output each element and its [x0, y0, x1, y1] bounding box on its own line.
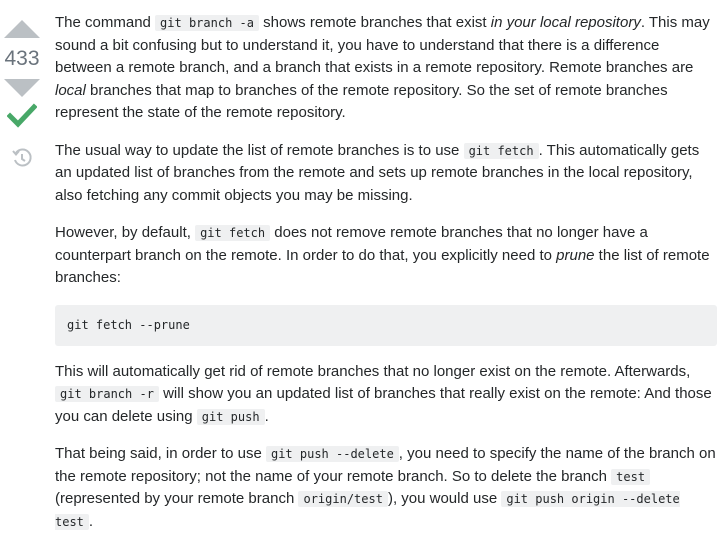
text: (represented by your remote branch: [55, 490, 299, 507]
emphasis: local: [55, 81, 86, 99]
text: This will automatically get rid of remote branches that no longer exist on the remote. Afterwards,: [55, 362, 691, 380]
accepted-check-icon: [7, 103, 37, 129]
text: .: [88, 512, 94, 530]
inline-code: git fetch: [195, 225, 270, 241]
text: ), you would use: [387, 490, 502, 507]
text: .: [264, 407, 269, 425]
emphasis: in your local repository: [490, 14, 641, 31]
inline-code: origin/test: [298, 491, 387, 507]
text: . This may sound a bit confusing but to understand it, you have to understand that there is a difference between a remote branch, and a branch that exists in a remote repository. Remote branches are: [55, 14, 710, 76]
text: That being said, in order to use: [55, 445, 266, 462]
inline-code: git branch -r: [55, 386, 159, 402]
paragraph: [55, 140, 717, 208]
inline-code: git push: [197, 409, 265, 425]
upvote-icon[interactable]: [4, 20, 40, 38]
paragraph: [55, 12, 717, 125]
emphasis: prune: [556, 246, 595, 264]
inline-code: git fetch: [464, 143, 539, 159]
text: The command: [55, 14, 156, 31]
text: , you need to specify the name of the branch on the remote repository; not the name of your remote branch. So to delete the branch: [55, 445, 716, 485]
vote-count: 433: [4, 47, 40, 70]
text: . This automatically gets an updated list of branches from the remote and sets up remote branches in the local repository, also fetching any commit objects you may be missing.: [55, 141, 700, 204]
paragraph: [55, 361, 717, 429]
text: The usual way to update the list of remote branches is to use: [55, 141, 464, 159]
text: shows remote branches that exist: [258, 14, 491, 31]
text: does not remove remote branches that no longer have a counterpart branch on the remote. In order to do that, you explicitly need to: [55, 224, 648, 264]
inline-code: git push origin --delete test: [55, 492, 680, 529]
inline-code: git push --delete: [266, 446, 399, 462]
downvote-icon[interactable]: [4, 79, 40, 97]
text: branches that map to branches of the remote repository. So the set of remote branches represent the state of the remote repository.: [55, 81, 668, 121]
answer-body: [55, 0, 717, 548]
inline-code: git branch -a: [155, 15, 259, 31]
text: will show you an updated list of branches that really exist on the remote: And those you can delete using: [55, 385, 712, 425]
inline-code: test: [611, 469, 650, 485]
paragraph: [55, 222, 717, 290]
text: the list of remote branches:: [55, 246, 710, 286]
vote-cell: [0, 0, 44, 169]
history-icon[interactable]: [11, 147, 33, 169]
text: However, by default,: [55, 224, 196, 241]
paragraph: [55, 443, 717, 533]
code-block: git fetch --prune: [55, 305, 717, 346]
